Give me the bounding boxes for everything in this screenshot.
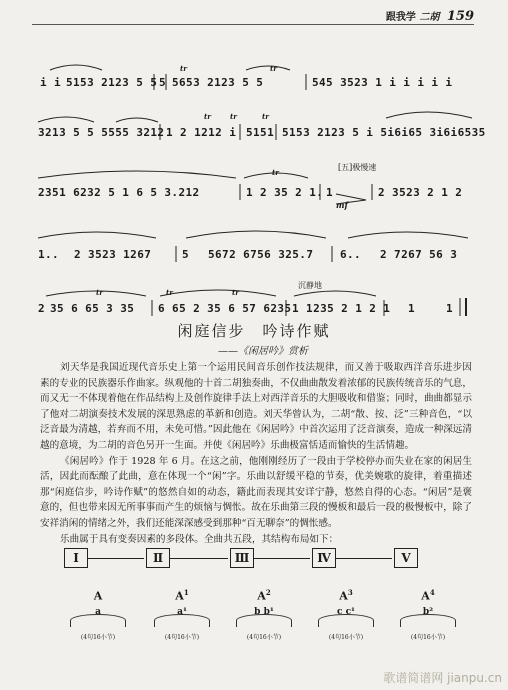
score-line-2 bbox=[36, 94, 486, 148]
bracket-arc bbox=[318, 614, 374, 627]
trill-mark: tr bbox=[270, 64, 277, 73]
section-note: (4句16小节) bbox=[328, 633, 364, 641]
section-sup: 3 bbox=[347, 588, 353, 597]
score-line-1 bbox=[36, 44, 476, 98]
section-main: A bbox=[257, 589, 266, 603]
section-box: Ⅴ bbox=[394, 548, 418, 568]
connector-line bbox=[86, 558, 144, 559]
score-bar: 3213 5 5 5555 3212 bbox=[38, 126, 165, 139]
score-bar: 1 bbox=[408, 302, 416, 315]
section-box: Ⅲ bbox=[230, 548, 254, 568]
slur-marks bbox=[36, 94, 476, 148]
trill-mark: tr bbox=[204, 112, 211, 121]
score-line-3 bbox=[36, 154, 476, 208]
score-bar: 5151 bbox=[246, 126, 275, 139]
score-bar: 5 bbox=[159, 76, 167, 89]
section-note: (4句16小节) bbox=[80, 633, 116, 641]
brand-title: 二胡 bbox=[419, 12, 440, 23]
segment-five-label: [五]极慢速 bbox=[338, 163, 377, 172]
section-sub: c c¹ bbox=[336, 606, 356, 617]
article-body bbox=[40, 360, 472, 547]
section-note: (4句16小节) bbox=[246, 633, 282, 641]
section-main: A bbox=[93, 589, 103, 603]
bracket-arc bbox=[400, 614, 456, 627]
connector-line bbox=[336, 558, 392, 559]
score-bar: 5153 2123 5 i 5i6i65 3i6i6535 bbox=[282, 126, 486, 139]
score-bar: 2351 6232 5 1 6 5 3.212 bbox=[38, 186, 200, 199]
score-bar: 1 1235 2 1 2 1 bbox=[292, 302, 391, 315]
section-label bbox=[152, 588, 212, 641]
score-bar: 35 6 65 3 35 bbox=[50, 302, 135, 315]
connector-line bbox=[170, 558, 228, 559]
score-bar: 6 65 2 35 6 57 6235 bbox=[158, 302, 292, 315]
trill-mark: tr bbox=[272, 168, 279, 177]
bracket-arc bbox=[154, 614, 210, 627]
score-bar: 545 3523 1 i i i i i bbox=[312, 76, 453, 89]
slur-marks bbox=[36, 44, 476, 98]
score-bar: 5672 6756 325.7 bbox=[208, 248, 314, 261]
score-bar: 1 bbox=[326, 186, 334, 199]
page-header bbox=[386, 8, 474, 24]
tempo-calm-label: 沉静地 bbox=[298, 281, 322, 290]
score-bar: 2 7267 56 3 bbox=[380, 248, 458, 261]
score-bar: 1 2 35 2 1. bbox=[246, 186, 324, 199]
article-subtitle: ——《闲居吟》赏析 bbox=[218, 346, 308, 357]
section-box: Ⅱ bbox=[146, 548, 170, 568]
section-box: Ⅳ bbox=[312, 548, 336, 568]
section-label bbox=[234, 588, 294, 641]
running-title: 跟我学 bbox=[385, 12, 416, 23]
section-sub: b² bbox=[422, 606, 434, 617]
score-bar: 1 bbox=[446, 302, 454, 315]
score-line-5 bbox=[36, 270, 476, 324]
bracket-arc bbox=[236, 614, 292, 627]
slur-marks bbox=[36, 216, 476, 270]
slur-marks bbox=[36, 154, 476, 208]
score-bar: i i bbox=[40, 76, 62, 89]
section-main: A bbox=[339, 589, 348, 603]
score-bar: 6.. bbox=[340, 248, 362, 261]
section-labels bbox=[68, 588, 468, 658]
score-bar: 5153 2123 5 5 bbox=[66, 76, 158, 89]
trill-mark: tr bbox=[96, 288, 103, 297]
page-number: 159 bbox=[446, 9, 474, 24]
score-bar: 2 3523 1267 bbox=[74, 248, 152, 261]
section-sup: 2 bbox=[265, 588, 271, 597]
trill-mark: tr bbox=[166, 288, 173, 297]
section-sub: a bbox=[95, 606, 101, 617]
paragraph: 《闲居吟》作于 1928 年 6 月。在这之前，他刚刚经历了一段由于学校停办而失业在家的闲居生活，因此而酝酿了此曲，意在体现一个“闲”字。乐曲以舒缓平稳的节奏，优美婉歌的旋律，着重描述那“闲庭信步，吟诗作赋”的悠然自如的动态，籍此而表现其安详宁静，悠然自得的心态。“闲居”是褒意的，但也带来因无所事事而产生的烦恼与惆怅。故在乐曲第三段的慢板和最后一段的极慢板中，除了安祥消闲的情绪之外，我们还能深深感受到那种“百无聊奈”的惆怅感。 bbox=[40, 455, 472, 529]
trill-mark: tr bbox=[232, 288, 239, 297]
section-box: Ⅰ bbox=[64, 548, 88, 568]
section-sub: a¹ bbox=[177, 606, 187, 617]
section-label bbox=[398, 588, 458, 641]
section-sup: 1 bbox=[183, 588, 189, 597]
section-note: (4句16小节) bbox=[410, 633, 446, 641]
section-main: A bbox=[421, 589, 430, 603]
connector-line bbox=[254, 558, 310, 559]
trill-mark: tr bbox=[180, 64, 187, 73]
score-bar: 5 bbox=[182, 248, 190, 261]
score-bar: 1 2 1212 i bbox=[166, 126, 237, 139]
header-rule bbox=[32, 24, 474, 25]
score-bar: 1.. bbox=[38, 248, 60, 261]
section-label bbox=[68, 588, 128, 641]
bracket-arc bbox=[70, 614, 126, 627]
paragraph: 乐曲属于具有变奏因素的多段体。全曲共五段，其结构布局如下： bbox=[60, 533, 339, 545]
structure-diagram bbox=[60, 548, 460, 574]
slur-marks bbox=[36, 270, 476, 324]
watermark: 歌谱简谱网 jianpu.cn bbox=[383, 671, 502, 685]
trill-mark: tr bbox=[262, 112, 269, 121]
section-sup: 4 bbox=[429, 588, 435, 597]
article-title: 闲庭信步 吟诗作赋 bbox=[177, 322, 331, 340]
score-bar: 5653 2123 5 5 bbox=[172, 76, 264, 89]
section-note: (4句16小节) bbox=[164, 633, 200, 641]
score-line-4 bbox=[36, 216, 476, 270]
trill-mark: tr bbox=[230, 112, 237, 121]
dynamic-mf: mf bbox=[336, 200, 348, 210]
section-label bbox=[316, 588, 376, 641]
section-sub: b b¹ bbox=[254, 606, 274, 617]
score-bar: 2 3523 2 1 2 bbox=[378, 186, 463, 199]
paragraph: 刘天华是我国近现代音乐史上第一个运用民间音乐创作技法规律，而又善于吸取西洋音乐进步因素的专业的民族器乐作曲家。纵观他的十首二胡独奏曲，不仅曲曲散发着浓郁的民族传统音乐的气息，而又无一不体现着他在作品结构上及创作旋律手法上对西洋音乐的大胆吸收和借鉴；同时，曲曲都显示了他对二胡演奏技术发展的深思熟虑的革新和创造。刘天华曾认为，二胡“散、按、泛”三种音色，“以泛音最为清越，若弃而不用，未免可惜。”因此他在《闲居吟》中首次运用了泛音演奏，造成一种深远清越的意境，为二胡的音色另开一生面。并使《闲居吟》乐曲极富恬适而愉快的生活情趣。 bbox=[40, 362, 472, 451]
score-bar: 2 bbox=[38, 302, 46, 315]
section-main: A bbox=[175, 589, 184, 603]
